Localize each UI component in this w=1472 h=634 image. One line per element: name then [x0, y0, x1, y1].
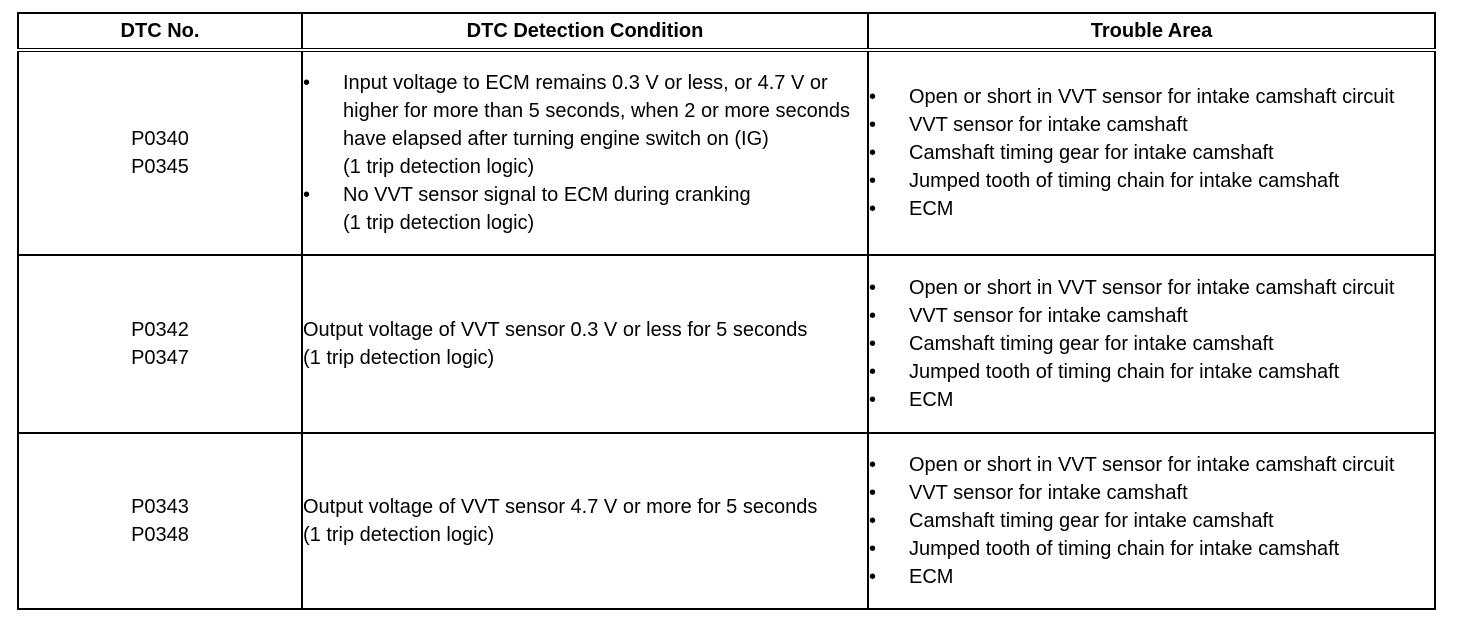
condition-text: Output voltage of VVT sensor 0.3 V or less for 5 seconds — [303, 319, 808, 341]
bullet-icon: • — [869, 566, 877, 588]
list-item — [869, 111, 1434, 139]
header-detection-condition: DTC Detection Condition — [302, 13, 868, 50]
bullet-icon: • — [303, 72, 311, 94]
table-row — [18, 433, 1435, 609]
trouble-area-item: Open or short in VVT sensor for intake camshaft circuit — [909, 86, 1395, 108]
dtc-code: P0345 — [131, 156, 189, 178]
trouble-area-item: Open or short in VVT sensor for intake camshaft circuit — [909, 454, 1395, 476]
bullet-icon: • — [869, 538, 877, 560]
list-item — [869, 451, 1434, 479]
trouble-area-list — [869, 83, 1434, 223]
bullet-icon: • — [869, 277, 877, 299]
bullet-icon: • — [869, 333, 877, 355]
dtc-code: P0347 — [131, 347, 189, 369]
condition-text: Input voltage to ECM remains 0.3 V or less, or 4.7 V or higher for more than 5 seconds, when 2 or more seconds have elapsed after turning engine switch on (IG) — [343, 72, 850, 150]
header-dtc-no: DTC No. — [18, 13, 302, 50]
detection-condition-cell — [302, 255, 868, 433]
bullet-icon: • — [303, 184, 311, 206]
trouble-area-item: Jumped tooth of timing chain for intake camshaft — [909, 538, 1340, 560]
bullet-icon: • — [869, 389, 877, 411]
list-item — [869, 535, 1434, 563]
trouble-area-item: Camshaft timing gear for intake camshaft — [909, 510, 1274, 532]
trouble-area-item: ECM — [909, 389, 954, 411]
bullet-icon: • — [869, 114, 877, 136]
dtc-code-cell — [18, 433, 302, 609]
trouble-area-item: Jumped tooth of timing chain for intake camshaft — [909, 361, 1340, 383]
condition-note: (1 trip detection logic) — [343, 212, 535, 234]
condition-text: Output voltage of VVT sensor 4.7 V or more for 5 seconds — [303, 496, 818, 518]
trouble-area-cell — [868, 433, 1435, 609]
bullet-icon: • — [869, 454, 877, 476]
list-item — [303, 181, 867, 237]
trouble-area-cell — [868, 50, 1435, 255]
bullet-icon: • — [869, 305, 877, 327]
dtc-code: P0342 — [131, 319, 189, 341]
list-item — [869, 358, 1434, 386]
list-item — [303, 69, 867, 181]
list-item — [869, 274, 1434, 302]
trouble-area-item: VVT sensor for intake camshaft — [909, 114, 1188, 136]
list-item — [869, 563, 1434, 591]
dtc-code-cell — [18, 255, 302, 433]
dtc-code-cell — [18, 50, 302, 255]
list-item — [869, 167, 1434, 195]
bullet-icon: • — [869, 361, 877, 383]
list-item — [869, 507, 1434, 535]
list-item — [869, 479, 1434, 507]
bullet-icon: • — [869, 198, 877, 220]
condition-list — [303, 69, 867, 237]
bullet-icon: • — [869, 510, 877, 532]
bullet-icon: • — [869, 142, 877, 164]
condition-note: (1 trip detection logic) — [303, 347, 495, 369]
trouble-area-item: Open or short in VVT sensor for intake camshaft circuit — [909, 277, 1395, 299]
detection-condition-cell — [302, 433, 868, 609]
detection-condition-cell — [302, 50, 868, 255]
trouble-area-item: VVT sensor for intake camshaft — [909, 482, 1188, 504]
trouble-area-item: ECM — [909, 566, 954, 588]
list-item — [869, 139, 1434, 167]
bullet-icon: • — [869, 482, 877, 504]
dtc-code: P0343 — [131, 496, 189, 518]
header-trouble-area: Trouble Area — [868, 13, 1435, 50]
list-item — [869, 195, 1434, 223]
table-row — [18, 50, 1435, 255]
trouble-area-item: Camshaft timing gear for intake camshaft — [909, 142, 1274, 164]
header-row — [18, 13, 1435, 50]
list-item — [869, 302, 1434, 330]
trouble-area-item: ECM — [909, 198, 954, 220]
list-item — [869, 330, 1434, 358]
trouble-area-list — [869, 451, 1434, 591]
condition-note: (1 trip detection logic) — [303, 524, 495, 546]
trouble-area-list — [869, 274, 1434, 414]
dtc-code: P0340 — [131, 128, 189, 150]
bullet-icon: • — [869, 170, 877, 192]
dtc-table — [17, 12, 1436, 610]
bullet-icon: • — [869, 86, 877, 108]
list-item — [869, 83, 1434, 111]
trouble-area-item: VVT sensor for intake camshaft — [909, 305, 1188, 327]
condition-note: (1 trip detection logic) — [343, 156, 535, 178]
table-row — [18, 255, 1435, 433]
condition-text: No VVT sensor signal to ECM during cranking — [343, 184, 751, 206]
trouble-area-item: Jumped tooth of timing chain for intake camshaft — [909, 170, 1340, 192]
list-item — [869, 386, 1434, 414]
dtc-code: P0348 — [131, 524, 189, 546]
trouble-area-cell — [868, 255, 1435, 433]
trouble-area-item: Camshaft timing gear for intake camshaft — [909, 333, 1274, 355]
